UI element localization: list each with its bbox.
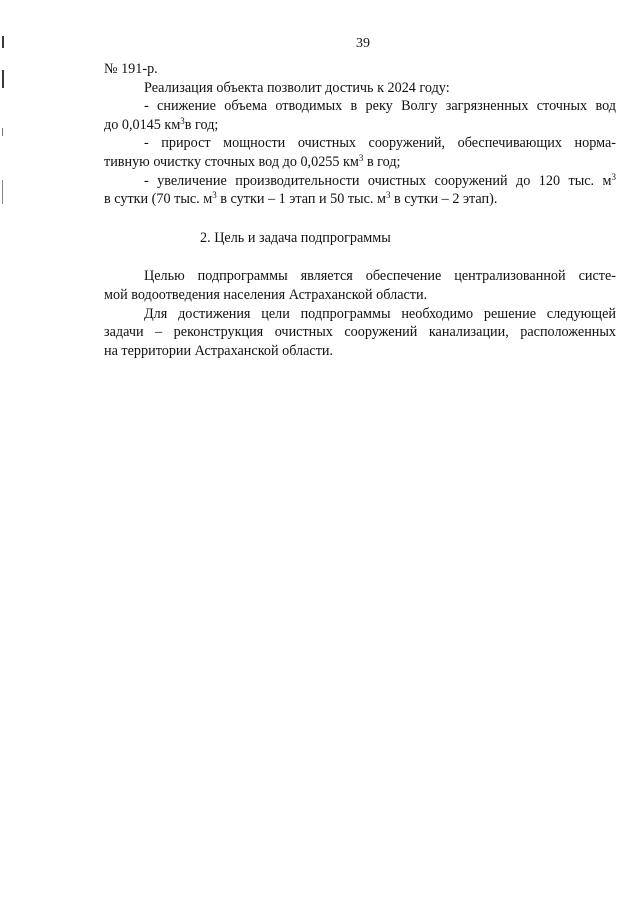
bullet-2-line-1 bbox=[104, 134, 616, 153]
bullet-1-text: в год; bbox=[184, 116, 219, 133]
bullet-3-text: - увеличение производительности очистных сооружений до 120 тыс. м bbox=[144, 172, 612, 189]
scan-edge-mark bbox=[2, 70, 4, 88]
goal-text: мой водоотведения населения Астраханской области. bbox=[104, 286, 428, 303]
superscript: 3 bbox=[180, 115, 185, 126]
task-text: на территории Астраханской области. bbox=[104, 342, 334, 359]
task-text: задачи – реконструкция очистных сооружений канализации, расположенных bbox=[104, 324, 616, 341]
bullet-2-text: в год; bbox=[363, 153, 401, 170]
bullet-1-text: - снижение объема отводимых в реку Волгу загрязненных сточных вод bbox=[144, 98, 616, 115]
bullet-1-text: до 0,0145 км bbox=[104, 116, 181, 133]
bullet-1-line-2 bbox=[104, 116, 616, 135]
scan-edge-mark bbox=[2, 180, 3, 204]
superscript: 3 bbox=[611, 171, 616, 182]
goal-line-2 bbox=[104, 286, 616, 305]
bullet-3-line-2 bbox=[104, 190, 616, 209]
goal-text: Целью подпрограммы является обеспечение централизованной систе- bbox=[144, 268, 616, 285]
document-body bbox=[104, 60, 616, 360]
task-line-2 bbox=[104, 323, 616, 342]
section-heading: 2. Цель и задача подпрограммы bbox=[200, 229, 391, 246]
superscript: 3 bbox=[212, 190, 217, 201]
reference-line bbox=[104, 60, 616, 79]
bullet-2-text: тивную очистку сточных вод до 0,0255 км bbox=[104, 153, 359, 170]
bullet-3-text: в сутки (70 тыс. м bbox=[104, 191, 213, 208]
intro-text: Реализация объекта позволит достичь к 2024 году: bbox=[144, 79, 450, 96]
bullet-2-text: - прирост мощности очистных сооружений, обеспечивающих норма- bbox=[144, 135, 616, 152]
page-number: 39 bbox=[356, 36, 370, 51]
bullet-3-line-1 bbox=[104, 172, 616, 191]
scan-edge-mark bbox=[2, 128, 3, 136]
intro-line bbox=[104, 79, 616, 98]
task-line-1 bbox=[104, 305, 616, 324]
task-line-3 bbox=[104, 342, 616, 361]
superscript: 3 bbox=[358, 152, 364, 163]
task-text: Для достижения цели подпрограммы необходимо решение следующей bbox=[144, 305, 616, 322]
bullet-3-text: в сутки – 1 этап и 50 тыс. м bbox=[216, 191, 386, 208]
superscript: 3 bbox=[385, 190, 391, 201]
bullet-2-line-2 bbox=[104, 153, 616, 172]
bullet-3-text: в сутки – 2 этап). bbox=[390, 191, 498, 208]
bullet-1-line-1 bbox=[104, 97, 616, 116]
reference-number: № 191-р. bbox=[104, 61, 158, 77]
goal-line-1 bbox=[104, 267, 616, 286]
